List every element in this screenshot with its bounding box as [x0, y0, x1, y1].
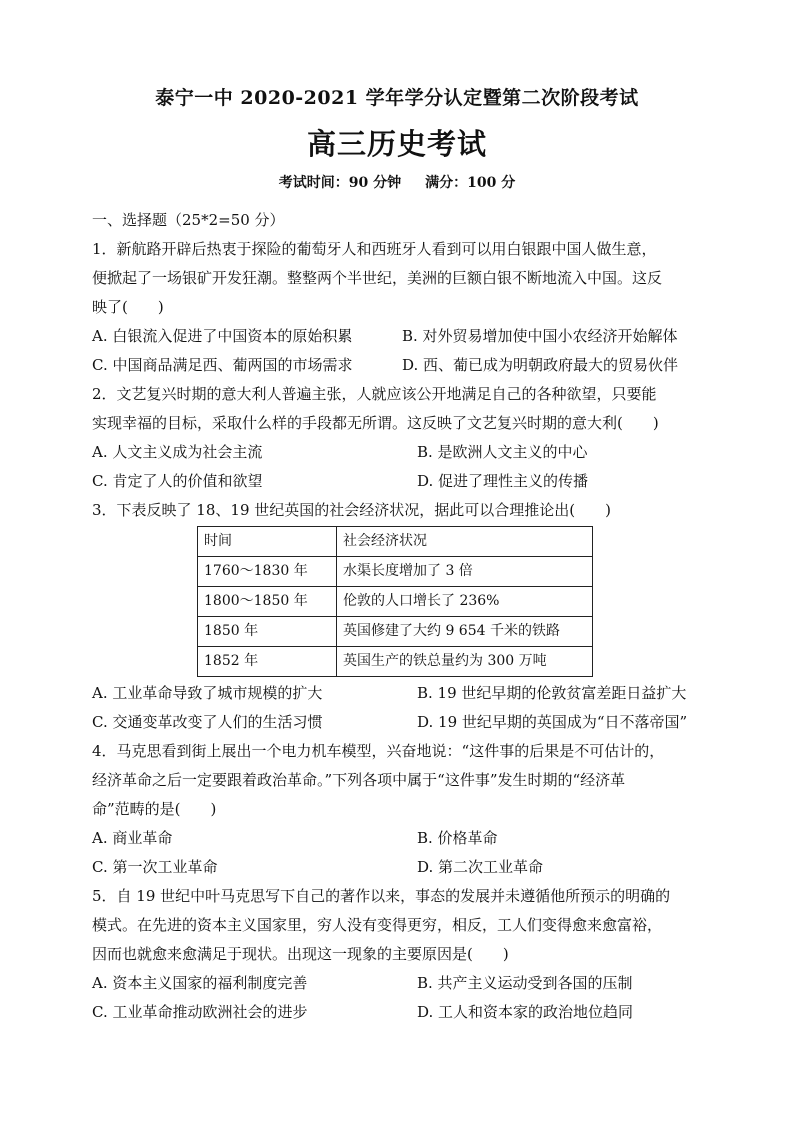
- question-3-option-b: B. 19 世纪早期的伦敦贫富差距日益扩大: [417, 684, 687, 702]
- question-4-options-row-1: [92, 824, 704, 853]
- question-4-line-3: 命”范畴的是( ): [92, 800, 217, 818]
- question-2-line-1: 2．文艺复兴时期的意大利人普遍主张，人就应该公开地满足自己的各种欲望，只要能: [92, 385, 657, 403]
- question-2-options-row-1: [92, 438, 704, 467]
- table-header-cell: 时间: [198, 527, 337, 557]
- question-3-option-c: C. 交通变革改变了人们的生活习惯: [92, 713, 323, 731]
- question-5-option-a: A. 资本主义国家的福利制度完善: [92, 974, 308, 992]
- table-row: [198, 587, 593, 617]
- question-1-line-3: 映了( ): [92, 298, 164, 316]
- exam-title: 高三历史考试: [306, 127, 487, 161]
- question-3: [92, 496, 704, 737]
- table-header-row: [198, 527, 593, 557]
- table-cell: 英国修建了大约 9 654 千米的铁路: [337, 617, 593, 647]
- question-5-option-b: B. 共产主义运动受到各国的压制: [417, 974, 633, 992]
- question-1-option-c: C. 中国商品满足西、葡两国的市场需求: [92, 356, 353, 374]
- question-4-option-a: A. 商业革命: [92, 829, 173, 847]
- question-4-line-2: 经济革命之后一定要跟着政治革命。”下列各项中属于“这件事”发生时期的“经济革: [92, 771, 626, 789]
- exam-time: 考试时间：90 分钟: [278, 175, 402, 191]
- question-2-option-b: B. 是欧洲人文主义的中心: [417, 443, 588, 461]
- table-cell: 1852 年: [198, 647, 337, 677]
- exam-content: [92, 206, 704, 1027]
- table-cell: 1850 年: [198, 617, 337, 647]
- table-cell: 1800～1850 年: [198, 587, 337, 617]
- question-3-table-wrap: [197, 526, 704, 677]
- question-1-option-a: A. 白银流入促进了中国资本的原始积累: [92, 327, 353, 345]
- question-1-options-row-2: [92, 351, 704, 380]
- question-2-options-row-2: [92, 467, 704, 496]
- section-heading: 一、选择题（25*2=50 分）: [92, 211, 285, 229]
- question-1-option-b: B. 对外贸易增加使中国小农经济开始解体: [402, 327, 678, 345]
- table-row: [198, 557, 593, 587]
- table-cell: 1760～1830 年: [198, 557, 337, 587]
- table-row: [198, 647, 593, 677]
- table-cell: 水渠长度增加了 3 倍: [337, 557, 593, 587]
- question-4: [92, 737, 704, 882]
- question-4-option-b: B. 价格革命: [417, 829, 498, 847]
- question-5-line-2: 模式。在先进的资本主义国家里，穷人没有变得更穷，相反，工人们变得愈来愈富裕，: [92, 916, 663, 934]
- question-3-option-a: A. 工业革命导致了城市规模的扩大: [92, 684, 323, 702]
- question-4-option-c: C. 第一次工业革命: [92, 858, 218, 876]
- question-2-option-c: C. 肯定了人的价值和欲望: [92, 472, 263, 490]
- question-1: [92, 235, 704, 380]
- question-2-option-d: D. 促进了理性主义的传播: [417, 472, 589, 490]
- question-3-options-row-2: [92, 708, 704, 737]
- question-3-stem: 3．下表反映了 18、19 世纪英国的社会经济状况，据此可以合理推论出( ): [92, 501, 611, 519]
- question-5-line-3: 因而也就愈来愈满足于现状。出现这一现象的主要原因是( ): [92, 945, 509, 963]
- question-1-option-d: D. 西、葡已成为明朝政府最大的贸易伙伴: [402, 356, 679, 374]
- question-2-option-a: A. 人文主义成为社会主流: [92, 443, 263, 461]
- exam-score: 满分：100 分: [425, 175, 516, 191]
- question-4-option-d: D. 第二次工业革命: [417, 858, 544, 876]
- question-5: [92, 882, 704, 1027]
- question-1-line-2: 便掀起了一场银矿开发狂潮。整整两个半世纪，美洲的巨额白银不断地流入中国。这反: [92, 269, 663, 287]
- question-2-line-2: 实现幸福的目标，采取什么样的手段都无所谓。这反映了文艺复兴时期的意大利( ): [92, 414, 659, 432]
- question-1-options-row-1: [92, 322, 704, 351]
- question-4-options-row-2: [92, 853, 704, 882]
- question-3-option-d: D. 19 世纪早期的英国成为“日不落帝国”: [417, 713, 688, 731]
- question-5-options-row-1: [92, 969, 704, 998]
- question-5-line-1: 5．自 19 世纪中叶马克思写下自己的著作以来，事态的发展并未遵循他所预示的明确的: [92, 887, 671, 905]
- table-header-cell: 社会经济状况: [337, 527, 593, 557]
- table-cell: 伦敦的人口增长了 236%: [337, 587, 593, 617]
- table-row: [198, 617, 593, 647]
- question-5-option-d: D. 工人和资本家的政治地位趋同: [417, 1003, 634, 1021]
- question-3-table: [197, 526, 593, 677]
- question-2: [92, 380, 704, 496]
- table-cell: 英国生产的铁总量约为 300 万吨: [337, 647, 593, 677]
- question-3-options-row-1: [92, 679, 704, 708]
- exam-meta: [0, 172, 794, 192]
- question-5-options-row-2: [92, 998, 704, 1027]
- exam-school-line: 泰宁一中 2020-2021 学年学分认定暨第二次阶段考试: [155, 87, 639, 109]
- question-5-option-c: C. 工业革命推动欧洲社会的进步: [92, 1003, 308, 1021]
- question-4-line-1: 4．马克思看到街上展出一个电力机车模型，兴奋地说：“这件事的后果是不可估计的，: [92, 742, 665, 760]
- question-1-line-1: 1．新航路开辟后热衷于探险的葡萄牙人和西班牙人看到可以用白银跟中国人做生意，: [92, 240, 657, 258]
